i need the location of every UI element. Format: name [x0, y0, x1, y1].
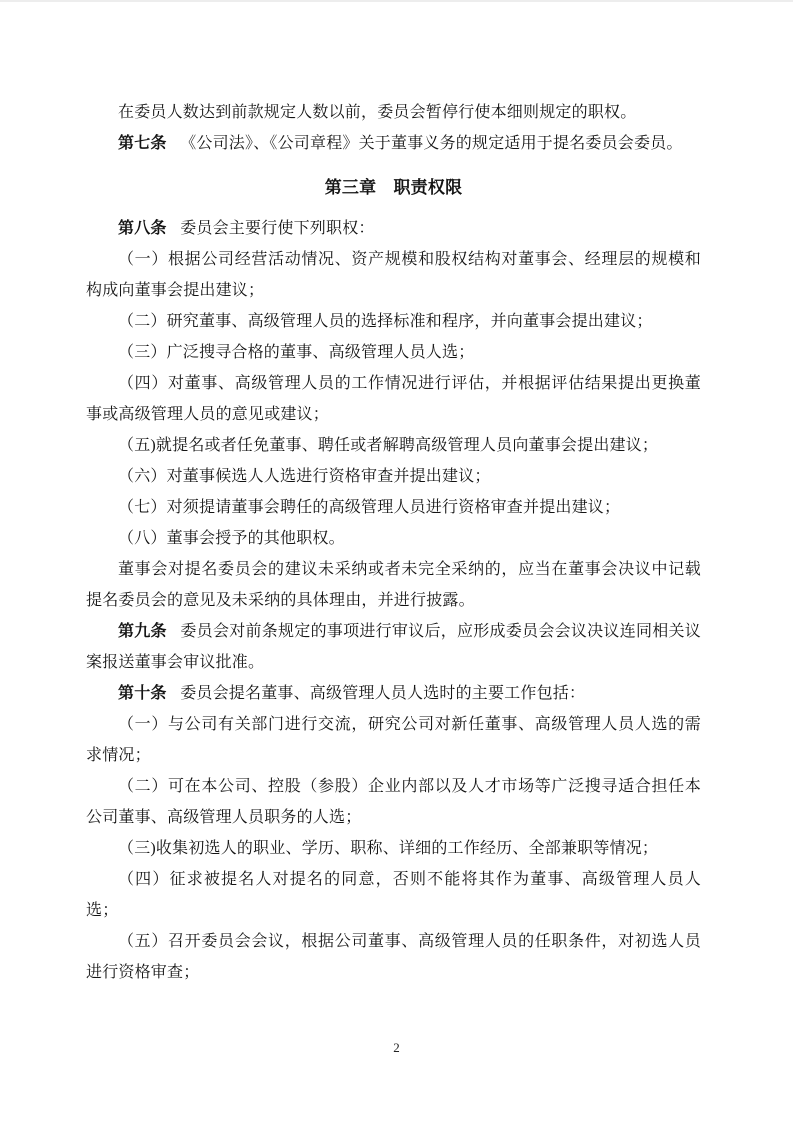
paragraph-text: 委员会主要行使下列职权： — [180, 220, 375, 237]
paragraph-text: （四）征求被提名人对提名的同意，否则不能将其作为董事、高级管理人员人选； — [86, 871, 701, 919]
paragraph-text: （八）董事会授予的其他职权。 — [118, 530, 345, 547]
paragraph-text: （三）广泛搜寻合格的董事、高级管理人员人选； — [118, 344, 475, 361]
chapter-heading — [86, 172, 701, 203]
paragraph-text: （三)收集初选人的职业、学历、职称、详细的工作经历、全部兼职等情况； — [118, 840, 659, 857]
paragraph — [86, 709, 701, 771]
paragraph — [86, 368, 701, 430]
paragraph — [86, 337, 701, 368]
paragraph — [86, 461, 701, 492]
paragraph-text: 在委员人数达到前款规定人数以前，委员会暂停行使本细则规定的职权。 — [118, 104, 637, 121]
paragraph — [86, 430, 701, 461]
paragraph — [86, 128, 701, 159]
paragraph-text: （二）研究董事、高级管理人员的选择标准和程序，并向董事会提出建议； — [118, 313, 653, 330]
paragraph — [86, 833, 701, 864]
paragraph — [86, 616, 701, 678]
paragraph — [86, 244, 701, 306]
paragraph — [86, 771, 701, 833]
article-number: 第七条 — [118, 135, 167, 152]
paragraph-text: （四）对董事、高级管理人员的工作情况进行评估，并根据评估结果提出更换董事或高级管理人员的意见或建议； — [86, 375, 701, 423]
paragraph-text: （七）对须提请董事会聘任的高级管理人员进行资格审查并提出建议； — [118, 499, 621, 516]
paragraph-text: （二）可在本公司、控股（参股）企业内部以及人才市场等广泛搜寻适合担任本公司董事、高级管理人员职务的人选； — [86, 778, 701, 826]
paragraph-text: （六）对董事候选人人选进行资格审查并提出建议； — [118, 468, 491, 485]
paragraph — [86, 306, 701, 337]
document-body — [86, 97, 701, 988]
paragraph — [86, 523, 701, 554]
article-number: 第十条 — [118, 685, 167, 702]
article-number: 第九条 — [118, 623, 167, 640]
chapter-heading-text: 第三章 职责权限 — [324, 178, 463, 197]
paragraph-text: 委员会提名董事、高级管理人员人选时的主要工作包括： — [180, 685, 586, 702]
paragraph — [86, 864, 701, 926]
paragraph — [86, 926, 701, 988]
paragraph-text: 董事会对提名委员会的建议未采纳或者未完全采纳的，应当在董事会决议中记载提名委员会的意见及未采纳的具体理由，并进行披露。 — [86, 561, 701, 609]
page-number: 2 — [393, 1040, 400, 1055]
paragraph — [86, 492, 701, 523]
paragraph-text: （一）与公司有关部门进行交流，研究公司对新任董事、高级管理人员人选的需求情况； — [86, 716, 701, 764]
paragraph-text: （一）根据公司经营活动情况、资产规模和股权结构对董事会、经理层的规模和构成向董事会提出建议； — [86, 251, 701, 299]
paragraph — [86, 678, 701, 709]
paragraph-text: 《公司法》、《公司章程》关于董事义务的规定适用于提名委员会委员。 — [180, 135, 683, 152]
paragraph — [86, 213, 701, 244]
page-footer — [0, 1038, 793, 1058]
paragraph — [86, 97, 701, 128]
paragraph-text: （五）召开委员会会议，根据公司董事、高级管理人员的任职条件，对初选人员进行资格审查； — [86, 933, 701, 981]
paragraph-text: （五)就提名或者任免董事、聘任或者解聘高级管理人员向董事会提出建议； — [118, 437, 659, 454]
paragraph — [86, 554, 701, 616]
article-number: 第八条 — [118, 220, 167, 237]
paragraph-text: 委员会对前条规定的事项进行审议后，应形成委员会会议决议连同相关议案报送董事会审议批准。 — [86, 623, 701, 671]
